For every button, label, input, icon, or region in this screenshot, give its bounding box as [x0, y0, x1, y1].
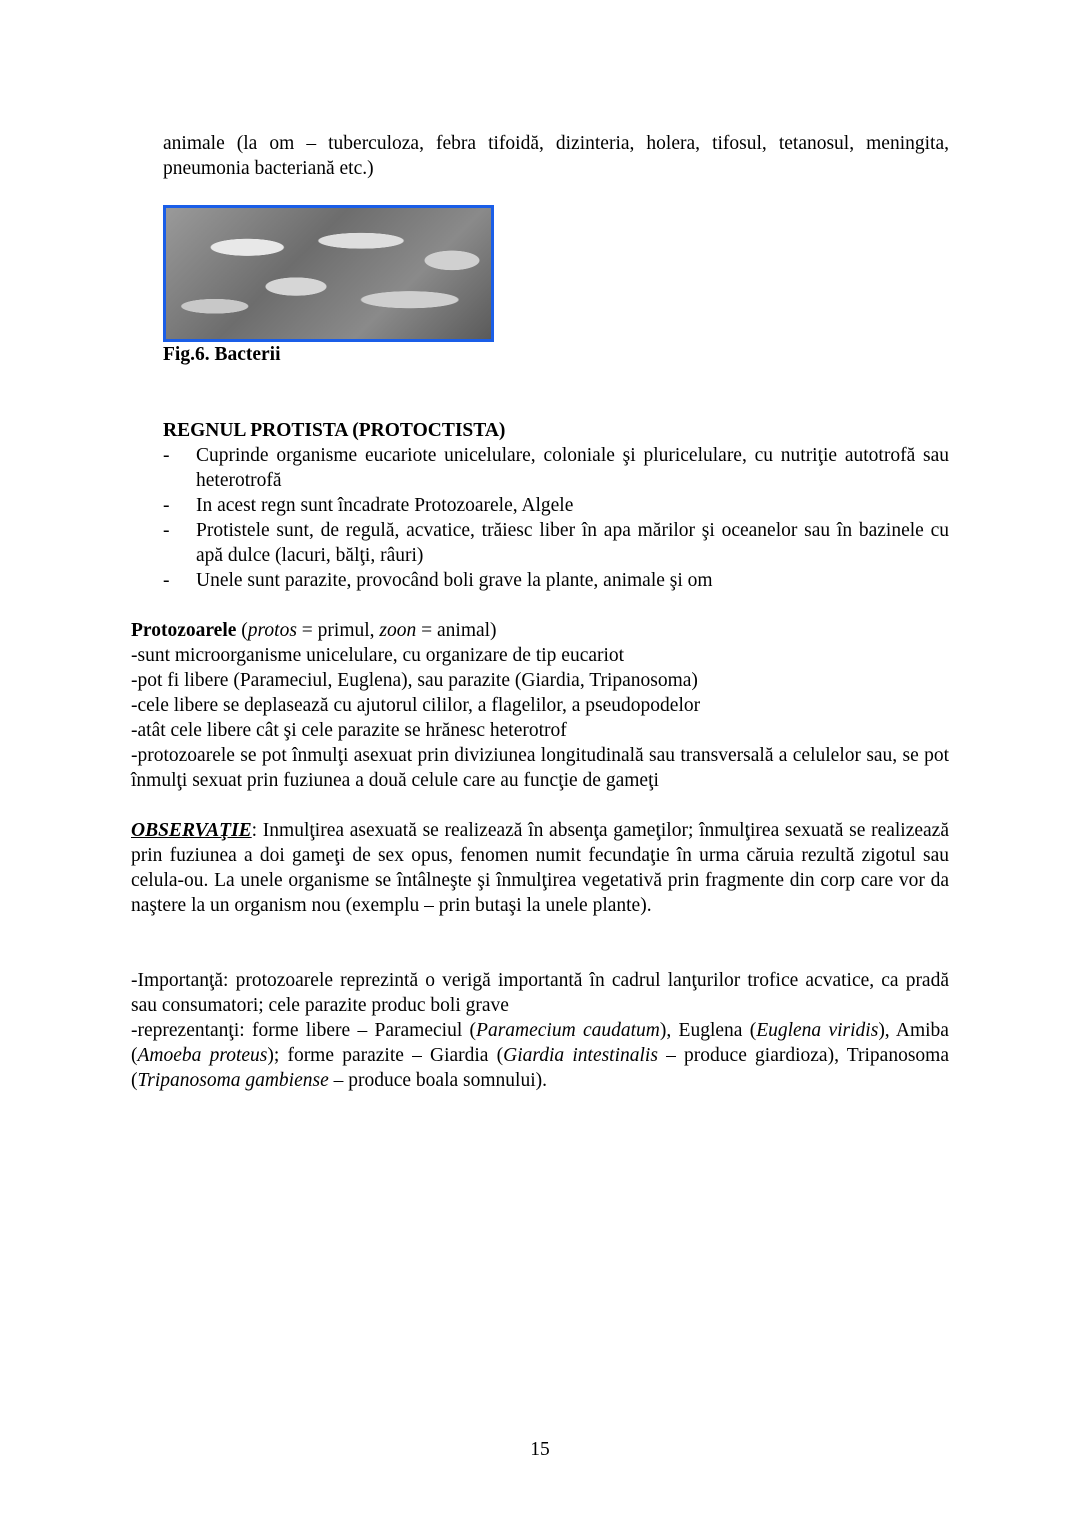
bullet-dash: - [163, 445, 170, 466]
text: – produce giardioza), Tripanosoma ( [131, 1045, 949, 1091]
text: ), Amiba ( [131, 1020, 949, 1066]
species: Tripanosoma gambiense [137, 1070, 329, 1091]
protista-list [163, 443, 949, 593]
protozoare-line: -protozoarele se pot înmulţi asexuat prin diviziunea longitudinală sau transversală a celulelor sau, se pot înmulţi sexuat prin fuziunea a două celule care au funcţie de gameţi [131, 745, 949, 791]
importanta-paragraph: -Importanţă: protozoarele reprezintă o verigă importantă în cadrul lanţurilor trofice acvatice, ca pradă sau consumatori; cele parazite produc boli grave [131, 970, 949, 1016]
protozoare-title-line [131, 618, 949, 643]
term: protos [247, 620, 297, 641]
importanta-section [131, 968, 949, 1093]
protozoare-line: -atât cele libere cât şi cele parazite se hrănesc heterotrof [131, 720, 567, 741]
text: ), Euglena ( [659, 1020, 757, 1041]
species: Amoeba proteus [137, 1045, 268, 1066]
species: Giardia intestinalis [503, 1045, 658, 1066]
protozoare-section [131, 618, 949, 793]
list-item-text: Unele sunt parazite, provocând boli grave la plante, animale şi om [196, 570, 713, 591]
protozoare-line: -sunt microorganisme unicelulare, cu organizare de tip eucariot [131, 645, 625, 666]
bacteria-image [163, 205, 494, 342]
species: Paramecium caudatum [476, 1020, 660, 1041]
bullet-dash: - [163, 495, 170, 516]
list-item [163, 568, 949, 593]
observatie-paragraph [131, 818, 949, 918]
text: – produce boala somnului). [328, 1070, 547, 1091]
species: Euglena viridis [756, 1020, 879, 1041]
observatie-text: : Inmulţirea asexuată se realizează în absenţa gameţilor; înmulţirea sexuată se realizează prin fuziunea a doi gameţi de sex opus, fenomen numit fecundaţie în urma căruia rezultă zigotul sau celula-ou. La unele organisme se întâlneşte şi înmulţirea vegetativă prin fragmente din corp care vor da naştere la un organism nou (exemplu – prin butaşi la unele plante). [131, 820, 949, 916]
text: -reprezentanţi: forme libere – Parameciul ( [131, 1020, 477, 1041]
list-item [163, 443, 949, 493]
list-item [163, 518, 949, 568]
reprezentanti-paragraph [131, 1018, 949, 1093]
text: = animal) [416, 620, 497, 641]
list-item-text: In acest regn sunt încadrate Protozoarele, Algele [196, 495, 574, 516]
term: zoon [379, 620, 417, 641]
bullet-dash: - [163, 520, 170, 541]
text: = primul, [296, 620, 380, 641]
list-item-text: Cuprinde organisme eucariote unicelulare, coloniale şi pluricelulare, cu nutriţie autotrofă sau heterotrofă [196, 445, 949, 491]
text: ( [241, 620, 248, 641]
protozoare-line: -pot fi libere (Parameciul, Euglena), sau parazite (Giardia, Tripanosoma) [131, 670, 698, 691]
section-heading: REGNUL PROTISTA (PROTOCTISTA) [163, 420, 506, 441]
text: ); forme parazite – Giardia ( [267, 1045, 504, 1066]
observatie-label: OBSERVAŢIE [131, 820, 252, 841]
list-item-text: Protistele sunt, de regulă, acvatice, trăiesc liber în apa mărilor şi oceanelor sau în bazinele cu apă dulce (lacuri, bălţi, râuri) [196, 520, 949, 566]
intro-paragraph: animale (la om – tuberculoza, febra tifoidă, dizinteria, holera, tifosul, tetanosul, meningita, pneumonia bacteriană etc.) [163, 133, 949, 179]
figure-caption: Fig.6. Bacterii [163, 344, 281, 365]
protozoare-line: -cele libere se deplasează cu ajutorul cililor, a flagelilor, a pseudopodelor [131, 695, 701, 716]
protozoare-title: Protozoarele [131, 620, 237, 641]
bullet-dash: - [163, 570, 170, 591]
page-number: 15 [530, 1439, 550, 1460]
list-item [163, 493, 949, 518]
